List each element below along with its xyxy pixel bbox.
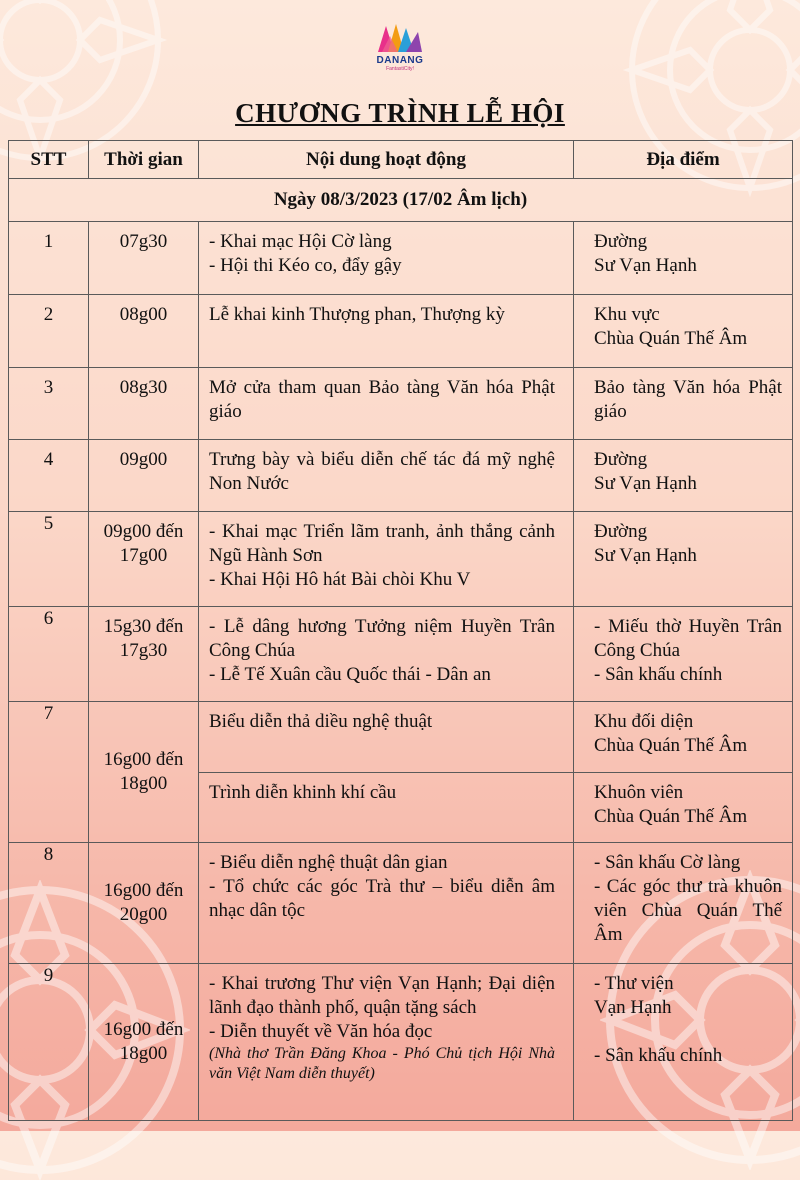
row-time: 08g00 xyxy=(89,295,199,368)
date-row xyxy=(9,179,793,222)
table-row xyxy=(9,512,793,607)
row-time: 16g00 đến 18g00 xyxy=(89,702,199,843)
row-location: Khuôn viên Chùa Quán Thế Âm xyxy=(574,773,793,843)
row-time: 09g00 đến 17g00 xyxy=(89,512,199,607)
table-header-row xyxy=(9,141,793,179)
row-number: 6 xyxy=(9,607,89,702)
logo-tagline: FantastiCity! xyxy=(386,66,414,72)
row-number: 3 xyxy=(9,368,89,440)
row-activity: Lễ khai kinh Thượng phan, Thượng kỳ xyxy=(199,295,574,368)
row-activity: Biểu diễn thả diều nghệ thuật xyxy=(199,702,574,773)
row-location: Bảo tàng Văn hóa Phật giáo xyxy=(574,368,793,440)
row-number: 1 xyxy=(9,222,89,295)
table-row xyxy=(9,607,793,702)
row-activity: Mở cửa tham quan Bảo tàng Văn hóa Phật giáo xyxy=(199,368,574,440)
row-number: 2 xyxy=(9,295,89,368)
page-title: CHƯƠNG TRÌNH LỄ HỘI xyxy=(235,98,565,128)
date-label: Ngày 08/3/2023 (17/02 Âm lịch) xyxy=(9,179,793,222)
row-time: 15g30 đến 17g30 xyxy=(89,607,199,702)
row-activity: - Biểu diễn nghệ thuật dân gian - Tổ chức các góc Trà thư – biểu diễn âm nhạc dân tộc xyxy=(199,843,574,964)
row-activity: - Khai trương Thư viện Vạn Hạnh; Đại diện lãnh đạo thành phố, quận tặng sách - Diễn thuyết về Văn hóa đọc (Nhà thơ Trần Đăng Khoa - Phó Chủ tịch Hội Nhà văn Việt Nam diễn thuyết) xyxy=(199,964,574,1121)
row-number: 4 xyxy=(9,440,89,512)
row-location: Khu vực Chùa Quán Thế Âm xyxy=(574,295,793,368)
table-row xyxy=(9,843,793,964)
table-row xyxy=(9,368,793,440)
row-time: 09g00 xyxy=(89,440,199,512)
table-row xyxy=(9,222,793,295)
logo-name: DANANG xyxy=(376,55,424,66)
table-row xyxy=(9,295,793,368)
row-activity: Trình diễn khinh khí cầu xyxy=(199,773,574,843)
row-number: 9 xyxy=(9,964,89,1121)
row-number: 8 xyxy=(9,843,89,964)
row-time: 08g30 xyxy=(89,368,199,440)
header-time: Thời gian xyxy=(89,141,199,179)
header-activity: Nội dung hoạt động xyxy=(199,141,574,179)
row-number: 7 xyxy=(9,702,89,843)
row-location: Đường Sư Vạn Hạnh xyxy=(574,222,793,295)
speaker-note: (Nhà thơ Trần Đăng Khoa - Phó Chủ tịch Hội Nhà văn Việt Nam diễn thuyết) xyxy=(209,1045,555,1082)
row-location: Đường Sư Vạn Hạnh xyxy=(574,512,793,607)
header-location: Địa điểm xyxy=(574,141,793,179)
row-activity: - Lễ dâng hương Tưởng niệm Huyền Trân Công Chúa - Lễ Tế Xuân cầu Quốc thái - Dân an xyxy=(199,607,574,702)
row-activity: - Khai mạc Triển lãm tranh, ảnh thắng cảnh Ngũ Hành Sơn - Khai Hội Hô hát Bài chòi Khu V xyxy=(199,512,574,607)
row-activity: - Khai mạc Hội Cờ làng - Hội thi Kéo co, đẩy gậy xyxy=(199,222,574,295)
table-row xyxy=(9,964,793,1121)
row-time: 16g00 đến 20g00 xyxy=(89,843,199,964)
row-activity: Trưng bày và biểu diễn chế tác đá mỹ nghệ Non Nước xyxy=(199,440,574,512)
header-stt: STT xyxy=(9,141,89,179)
row-location: Đường Sư Vạn Hạnh xyxy=(574,440,793,512)
row-time: 07g30 xyxy=(89,222,199,295)
row-location: - Sân khấu Cờ làng - Các góc thư trà khuôn viên Chùa Quán Thế Âm xyxy=(574,843,793,964)
row-location: - Thư viện Vạn Hạnh - Sân khấu chính xyxy=(574,964,793,1121)
danang-logo-icon xyxy=(372,22,428,56)
table-row xyxy=(9,702,793,773)
row-number: 5 xyxy=(9,512,89,607)
row-location: - Miếu thờ Huyền Trân Công Chúa - Sân khấu chính xyxy=(574,607,793,702)
festival-schedule-table xyxy=(8,140,793,1121)
danang-logo xyxy=(364,22,436,78)
row-location: Khu đối diện Chùa Quán Thế Âm xyxy=(574,702,793,773)
row-time: 16g00 đến 18g00 xyxy=(89,964,199,1121)
table-row xyxy=(9,440,793,512)
